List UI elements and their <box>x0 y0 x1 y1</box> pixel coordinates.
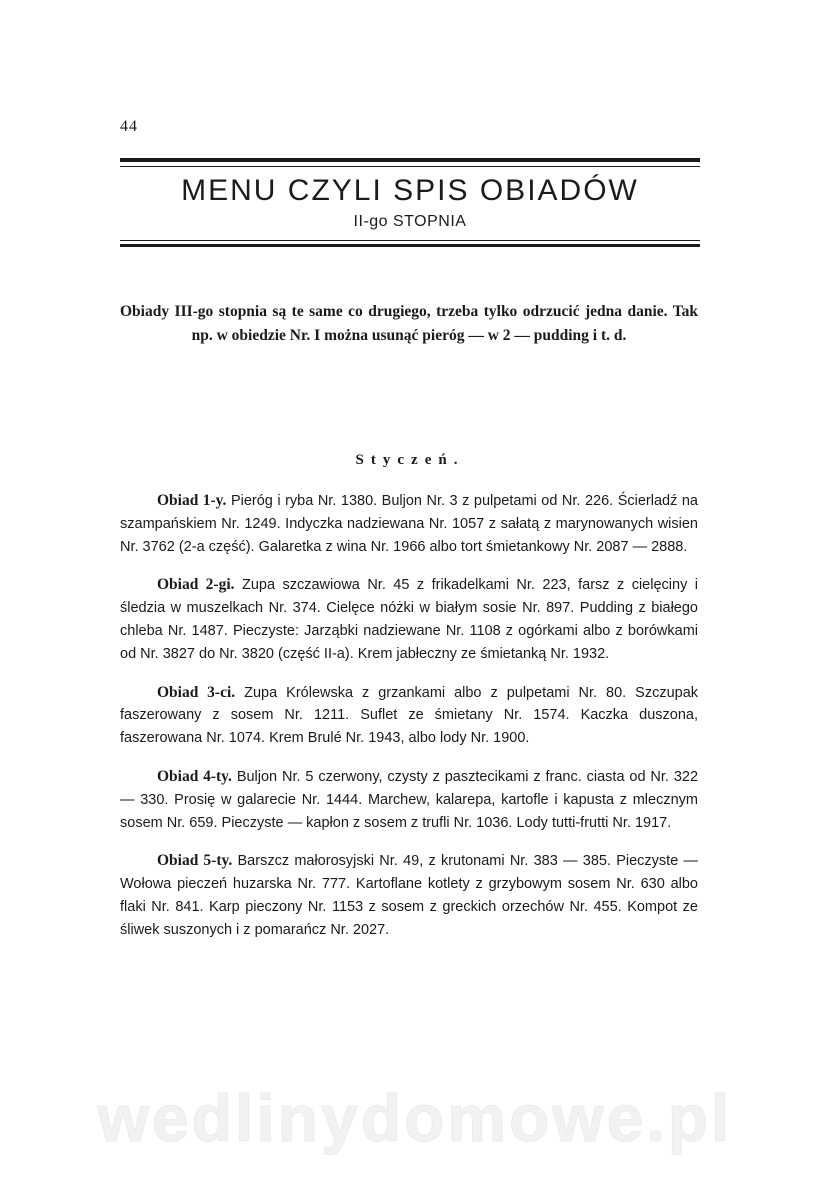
dinner-text: Pieróg i ryba Nr. 1380. Buljon Nr. 3 z pulpetami od Nr. 226. Ścierladź na szampańskiem Nr. 1249. Indyczka nadziewana Nr. 1057 z sałatą z marynowanych wisien Nr. 3762 (2-a część). Galaretka z wina Nr. 1966 albo tort śmietankowy Nr. 2087 — 2888. <box>120 493 698 555</box>
dinner-entry-3 <box>120 682 698 750</box>
header-top-rule-thin <box>120 166 700 167</box>
dinner-label: Obiad 3-ci. <box>157 683 236 701</box>
dinner-text: Buljon Nr. 5 czerwony, czysty z pasztecikami z franc. ciasta od Nr. 322 — 330. Prosię w galarecie Nr. 1444. Marchew, kalarepa, kartofle i kapusta z mlecznym sosem Nr. 659. Pieczyste — kapłon z sosem z trufli Nr. 1036. Lody tutti-frutti Nr. 1917. <box>120 768 699 831</box>
month-heading: Styczeń. <box>355 452 465 468</box>
dinner-label: Obiad 5-ty. <box>157 852 233 870</box>
header-bottom-rule <box>120 244 700 247</box>
dinner-entry-4 <box>120 766 698 834</box>
page-number: 44 <box>120 118 138 135</box>
site-watermark: wedlinydomowe.pl <box>97 1081 733 1155</box>
intro-paragraph: Obiady III-go stopnia są te same co drugiego, trzeba tylko odrzucić jedna danie. Tak np. w obiedzie Nr. I można usunąć pieróg — w 2 — pudding i t. d. <box>120 303 698 344</box>
dinner-text: Zupa Królewska z grzankami albo z pulpetami Nr. 80. Szczupak faszerowany z sosem Nr. 1211. Suflet ze śmietany Nr. 1574. Kaczka duszona, faszerowana Nr. 1074. Krem Brulé Nr. 1943, albo lody Nr. 1900. <box>120 684 699 747</box>
dinner-entry-2 <box>120 574 698 665</box>
dinner-entry-5 <box>120 850 698 941</box>
header-top-rule <box>120 158 700 162</box>
page-title: MENU CZYLI SPIS OBIADÓW <box>181 174 639 207</box>
dinner-text: Barszcz małorosyjski Nr. 49, z krutonami Nr. 383 — 385. Pieczyste — Wołowa pieczeń huzarska Nr. 777. Kartoflane kotlety z grzybowym sosem Nr. 630 albo flaki Nr. 841. Karp pieczony Nr. 1153 z sosem z greckich orzechów Nr. 455. Kompot ze śliwek suszonych i z pomarańcz Nr. 2027. <box>120 853 698 938</box>
dinner-label: Obiad 1-y. <box>157 492 227 509</box>
dinner-entry-1 <box>120 490 698 558</box>
dinner-text: Zupa szczawiowa Nr. 45 z frikadelkami Nr. 223, farsz z cielęciny i śledzia w muszelkach Nr. 374. Cielęce nóżki w białym sosie Nr. 897. Pudding z białego chleba Nr. 1487. Pieczyste: Jarząbki nadziewane Nr. 1108 z ogórkami albo z borówkami od Nr. 3827 do Nr. 3820 (część II-a). Krem jabłeczny ze śmietanką Nr. 1932. <box>120 577 699 662</box>
header-bottom-rule-thin <box>120 240 700 241</box>
dinner-list <box>120 490 698 958</box>
dinner-label: Obiad 2-gi. <box>157 576 235 594</box>
page-subtitle: II-go STOPNIA <box>353 213 467 230</box>
dinner-label: Obiad 4-ty. <box>157 767 232 785</box>
